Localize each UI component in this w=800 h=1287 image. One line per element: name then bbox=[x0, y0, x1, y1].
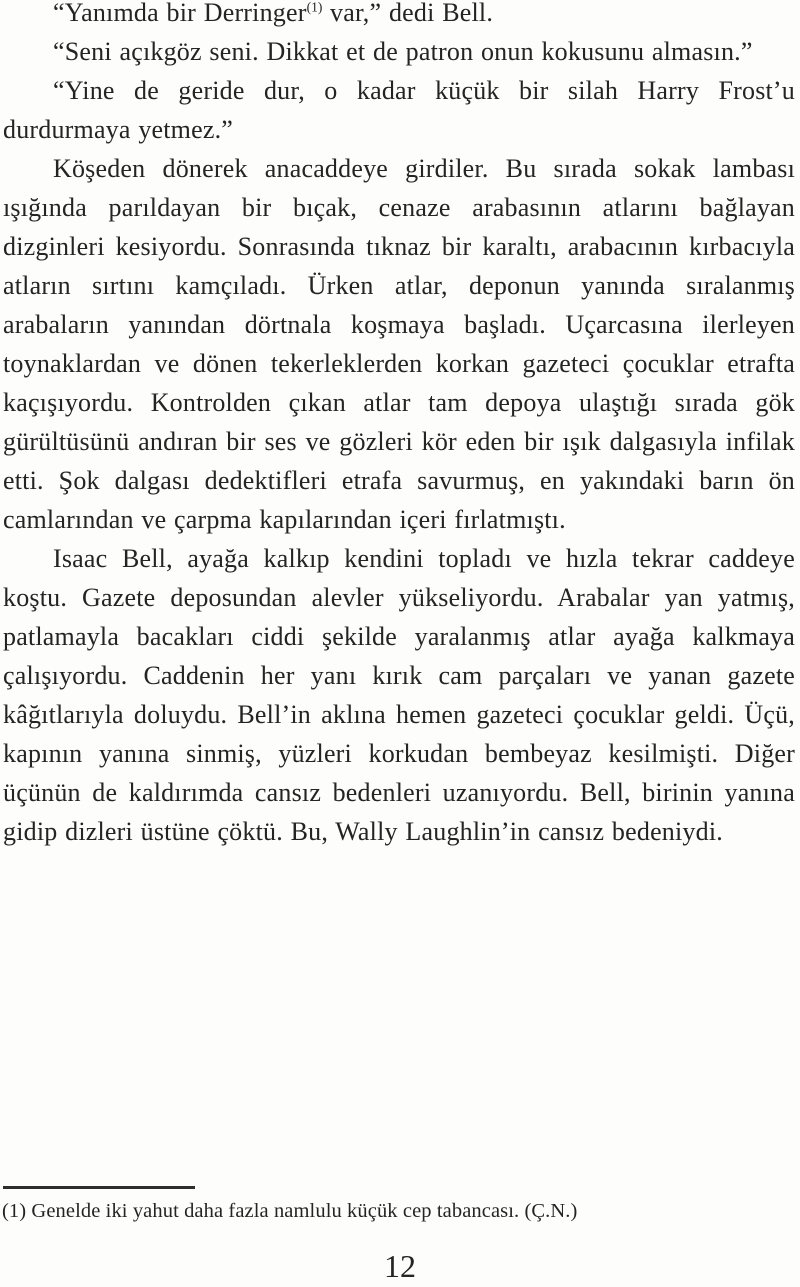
paragraph bbox=[3, 0, 795, 32]
paragraph-text: “Yanımda bir Derringer bbox=[53, 0, 307, 27]
paragraph: Köşeden dönerek anacaddeye girdiler. Bu sırada sokak lambası ışığında parıldayan bir bıçak, cenaze arabasının atlarını bağlayan dizginleri kesiyordu. Sonrasında tıknaz bir karaltı, arabacının kırbacıyla atların sırtını kamçıladı. Ürken atlar, deponun yanında sıralanmış arabaların yanından dörtnala koşmaya başladı. Uçarcasına ilerleyen toynaklardan ve dönen tekerleklerden korkan gazeteci çocuklar etrafta kaçışıyordu. Kontrolden çıkan atlar tam depoya ulaştığı sırada gök gürültüsünü andıran bir ses ve gözleri kör eden bir ışık dalgasıyla infilak etti. Şok dalgası dedektifleri etrafa savurmuş, en yakındaki barın ön camlarından ve çarpma kapılarından içeri fırlatmıştı. bbox=[3, 154, 795, 534]
paragraph: “Seni açıkgöz seni. Dikkat et de patron onun kokusunu almasın.” bbox=[53, 37, 753, 66]
footnote-marker: (1) bbox=[306, 0, 323, 15]
paragraph-text: var,” dedi Bell. bbox=[322, 0, 494, 27]
footnote-divider bbox=[3, 1186, 195, 1189]
footnote-text: (1) Genelde iki yahut daha fazla namlulu küçük cep tabancası. (Ç.N.) bbox=[2, 1200, 578, 1222]
paragraph: “Yine de geride dur, o kadar küçük bir silah Harry Frost’u durdurmaya yetmez.” bbox=[3, 76, 795, 144]
paragraph: Isaac Bell, ayağa kalkıp kendini topladı ve hızla tekrar caddeye koştu. Gazete deposundan alevler yükseliyordu. Arabalar yan yatmış, patlamayla bacakları ciddi şekilde yaralanmış atlar ayağa kalkmaya çalışıyordu. Caddenin her yanı kırık cam parçaları ve yanan gazete kâğıtlarıyla doluydu. Bell’in aklına hemen gazeteci çocuklar geldi. Üçü, kapının yanına sinmiş, yüzleri korkudan bembeyaz kesilmişti. Diğer üçünün de kaldırımda cansız bedenleri uzanıyordu. Bell, birinin yanına gidip dizleri üstüne çöktü. Bu, Wally Laughlin’in cansız bedeniydi. bbox=[3, 544, 795, 846]
page-body bbox=[3, 0, 795, 851]
page-number: 12 bbox=[384, 1248, 416, 1284]
